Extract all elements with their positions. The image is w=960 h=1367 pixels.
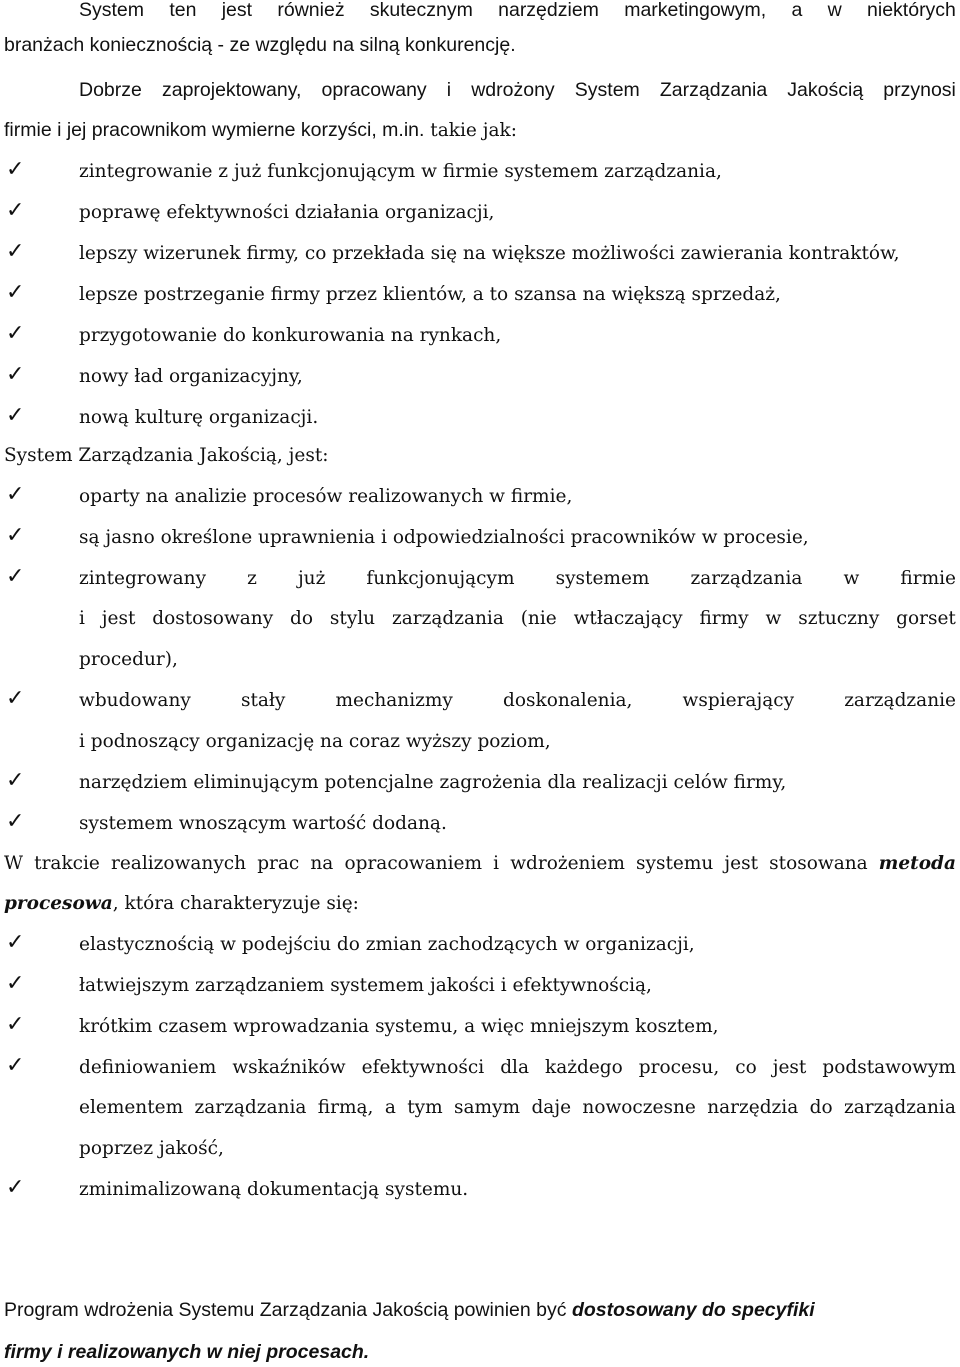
intro-p1-line2: branżach koniecznością - ze względu na silną konkurencję. <box>4 34 516 56</box>
word: stosowana <box>769 853 868 874</box>
word: systemem <box>555 568 650 589</box>
benefit-item: lepszy wizerunek firmy, co przekłada się na większe możliwości zawierania kontraktów, <box>79 243 900 264</box>
word: procesu, <box>638 1057 720 1078</box>
method-line1 <box>4 851 956 877</box>
benefit-item: poprawę efektywności działania organizacji, <box>79 202 495 223</box>
word: Zarządzania <box>659 79 768 101</box>
word: opracowaniem <box>344 853 483 874</box>
word: wskaźników <box>232 1057 346 1078</box>
word: firmy <box>699 608 749 629</box>
word: do <box>290 608 314 629</box>
word: Dobrze <box>79 79 142 101</box>
word: systemu <box>636 853 714 874</box>
szj-item-2: są jasno określone uprawnienia i odpowiedzialności pracowników w procesie, <box>79 527 809 548</box>
word: mechanizmy <box>335 690 453 711</box>
closing-bold-1: dostosowany do specyfiki <box>571 1299 815 1321</box>
word: W <box>4 853 24 874</box>
word: jest <box>724 853 759 874</box>
word: zarządzania <box>690 568 803 589</box>
word: marketingowym, <box>624 0 767 21</box>
word: i <box>79 608 85 629</box>
word: i <box>446 79 452 101</box>
word: narzędzia <box>707 1097 799 1118</box>
word: stały <box>240 690 286 711</box>
check-icon: ✓ <box>6 564 25 589</box>
szj-item-4-line2: i podnoszący organizację na coraz wyższy poziom, <box>79 731 551 752</box>
word: trakcie <box>34 853 100 874</box>
word: a <box>384 1097 396 1118</box>
check-icon: ✓ <box>6 321 25 346</box>
word: i <box>493 853 500 874</box>
word: na <box>310 853 334 874</box>
benefit-item: lepsze postrzeganie firmy przez klientów, a to szansa na większą sprzedaż, <box>79 284 781 305</box>
word: zintegrowany <box>79 568 207 589</box>
word: wtłaczający <box>573 608 683 629</box>
word: w <box>827 0 842 21</box>
szj-item-3-line3: procedur), <box>79 649 178 670</box>
szj-item-3-line1 <box>79 566 956 592</box>
benefit-item: nową kulturę organizacji. <box>79 407 319 428</box>
check-icon: ✓ <box>6 1053 25 1078</box>
word: zarządzania <box>391 608 504 629</box>
check-icon: ✓ <box>6 768 25 793</box>
check-icon: ✓ <box>6 930 25 955</box>
word: wdrożony <box>471 79 555 101</box>
szj-item-5: narzędziem eliminującym potencjalne zagrożenia dla realizacji celów firmy, <box>79 772 787 793</box>
word: sztuczny <box>798 608 880 629</box>
word: tym <box>407 1097 443 1118</box>
word: System <box>574 79 640 101</box>
word: wdrożeniem <box>510 853 625 874</box>
word: realizowanych <box>111 853 247 874</box>
word: już <box>297 568 326 589</box>
word: doskonalenia, <box>503 690 633 711</box>
word: a <box>791 0 803 21</box>
check-icon: ✓ <box>6 686 25 711</box>
intro-p1-line1 <box>79 0 956 23</box>
word: z <box>247 568 257 589</box>
word: do <box>809 1097 833 1118</box>
method-item-5: zminimalizowaną dokumentacją systemu. <box>79 1179 469 1200</box>
closing-plain: Program wdrożenia Systemu Zarządzania Jakością powinien być <box>4 1299 572 1321</box>
szj-item-4-line1 <box>79 688 956 714</box>
method-line2-rest: , która charakteryzuje się: <box>112 893 359 914</box>
method-item-1: elastycznością w podejściu do zmian zachodzących w organizacji, <box>79 934 695 955</box>
check-icon: ✓ <box>6 280 25 305</box>
word: samym <box>454 1097 521 1118</box>
szj-heading: System Zarządzania Jakością, jest: <box>4 445 329 466</box>
word: w <box>765 608 782 629</box>
intro-p2-line1 <box>79 77 956 103</box>
check-icon: ✓ <box>6 1012 25 1037</box>
word: System <box>79 0 145 21</box>
word: Jakością <box>787 79 864 101</box>
check-icon: ✓ <box>6 482 25 507</box>
benefit-item: zintegrowanie z już funkcjonującym w firmie systemem zarządzania, <box>79 161 722 182</box>
word: wspierający <box>682 690 795 711</box>
szj-item-1: oparty na analizie procesów realizowanych w firmie, <box>79 486 573 507</box>
word: daje <box>531 1097 572 1118</box>
word: opracowany <box>321 79 427 101</box>
benefit-item: nowy ład organizacyjny, <box>79 366 303 387</box>
intro-p2-line2 <box>4 117 956 144</box>
word: jest <box>101 608 136 629</box>
word: (nie <box>520 608 557 629</box>
method-item-2: łatwiejszym zarządzaniem systemem jakości i efektywnością, <box>79 975 652 996</box>
check-icon: ✓ <box>6 362 25 387</box>
check-icon: ✓ <box>6 1175 25 1200</box>
word: definiowaniem <box>79 1057 217 1078</box>
word: co <box>735 1057 757 1078</box>
word: podstawowym <box>822 1057 956 1078</box>
word: zarządzania <box>844 1097 956 1118</box>
szj-item-6: systemem wnoszącym wartość dodaną. <box>79 813 447 834</box>
check-icon: ✓ <box>6 971 25 996</box>
word: przynosi <box>883 79 956 101</box>
check-icon: ✓ <box>6 523 25 548</box>
word: efektywności <box>361 1057 485 1078</box>
method-item-3: krótkim czasem wprowadzania systemu, a więc mniejszym kosztem, <box>79 1016 719 1037</box>
word: nowoczesne <box>582 1097 696 1118</box>
word: zarządzanie <box>844 690 956 711</box>
word: zaprojektowany, <box>161 79 302 101</box>
check-icon: ✓ <box>6 198 25 223</box>
intro-p2-line2-a: firmie i jej pracownikom wymierne korzyści, m.in. <box>4 119 425 141</box>
method-term: metoda <box>878 853 956 874</box>
szj-item-3-line2 <box>79 606 956 632</box>
check-icon: ✓ <box>6 157 25 182</box>
method-item-4-line2 <box>79 1095 956 1121</box>
word: funkcjonującym <box>366 568 515 589</box>
check-icon: ✓ <box>6 809 25 834</box>
closing-bold-2: firmy i realizowanych w niej procesach. <box>4 1341 370 1363</box>
benefit-item: przygotowanie do konkurowania na rynkach, <box>79 325 502 346</box>
word: również <box>277 0 345 21</box>
word: gorset <box>896 608 956 629</box>
word: prac <box>257 853 300 874</box>
closing-line1 <box>4 1297 956 1323</box>
word: dla <box>500 1057 529 1078</box>
word: dostosowany <box>152 608 274 629</box>
method-item-4-line3: poprzez jakość, <box>79 1138 224 1159</box>
word: wbudowany <box>79 690 191 711</box>
check-icon: ✓ <box>6 403 25 428</box>
method-term: procesowa <box>4 893 113 914</box>
word: firmie <box>900 568 956 589</box>
word: w <box>843 568 860 589</box>
word: każdego <box>545 1057 623 1078</box>
word: niektórych <box>867 0 956 21</box>
word: elementem <box>79 1097 184 1118</box>
intro-p2-line2-b: takie jak: <box>424 120 517 141</box>
word: jest <box>221 0 253 21</box>
check-icon: ✓ <box>6 239 25 264</box>
word: jest <box>772 1057 807 1078</box>
method-item-4-line1 <box>79 1055 956 1081</box>
method-line2 <box>4 891 956 917</box>
word: narzędziem <box>498 0 599 21</box>
word: zarządzania <box>194 1097 307 1118</box>
word: skutecznym <box>369 0 473 21</box>
word: ten <box>169 0 197 21</box>
word: firmą, <box>317 1097 374 1118</box>
word: stylu <box>329 608 376 629</box>
